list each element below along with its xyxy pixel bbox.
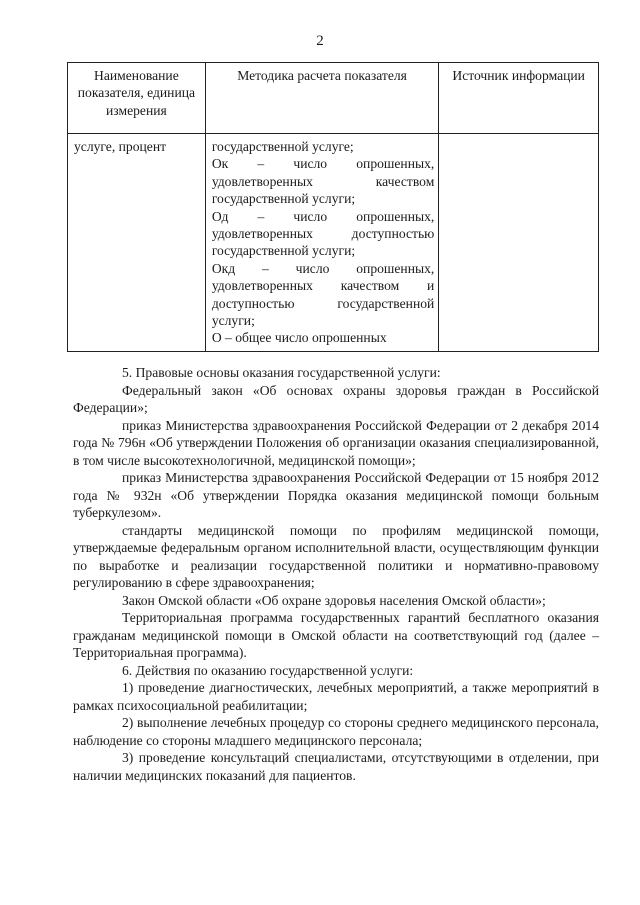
header-information-source: Источник информации bbox=[439, 63, 599, 134]
method-line: удовлетворенных качеством bbox=[211, 173, 435, 189]
page-number: 2 bbox=[316, 33, 324, 49]
cell-information-source bbox=[439, 134, 599, 352]
method-line: Од – число опрошенных, bbox=[211, 208, 435, 224]
paragraph: Территориальная программа государственных гарантий бесплатного оказания гражданам медицинской помощи в Омской области на соответствующий год (далее – Территориальная программа). bbox=[73, 610, 599, 660]
method-line: Ок – число опрошенных, bbox=[211, 156, 435, 172]
method-line: удовлетворенных доступностью bbox=[211, 226, 435, 242]
method-line: государственной услуге; bbox=[211, 139, 354, 154]
method-line: государственной услуги; bbox=[211, 191, 356, 207]
indicator-table bbox=[67, 62, 599, 352]
cell-indicator: услуге, процент bbox=[68, 134, 206, 352]
list-item: 2) выполнение лечебных процедур со стороны среднего медицинского персонала, наблюдение со стороны младшего медицинского персонала; bbox=[73, 715, 599, 748]
document-body bbox=[73, 364, 599, 784]
paragraph: приказ Министерства здравоохранения Российской Федерации от 15 ноября 2012 года № 932н «Об утверждении Порядка оказания медицинской помощи больным туберкулезом». bbox=[73, 470, 599, 520]
list-item: 3) проведение консультаций специалистами, отсутствующими в отделении, при наличии медицинских показаний для пациентов. bbox=[73, 750, 599, 783]
method-line: доступностью государственной bbox=[211, 295, 435, 311]
method-line: О – общее число опрошенных bbox=[211, 330, 387, 346]
table-row bbox=[68, 134, 599, 352]
table-header-row bbox=[68, 63, 599, 134]
method-line: удовлетворенных качеством и bbox=[211, 278, 435, 294]
paragraph: стандарты медицинской помощи по профилям медицинской помощи, утверждаемые федеральным органом исполнительной власти, осуществляющим функции по выработке и реализации государственной политики и нормативно-правовому регулированию в сфере здравоохранения; bbox=[73, 522, 599, 590]
section-heading: 6. Действия по оказанию государственной услуги: bbox=[122, 662, 414, 678]
method-line: Окд – число опрошенных, bbox=[211, 260, 435, 276]
method-line: государственной услуги; bbox=[211, 243, 356, 259]
cell-calculation-method bbox=[205, 134, 439, 352]
header-calculation-method: Методика расчета показателя bbox=[205, 63, 439, 134]
section-heading: 5. Правовые основы оказания государственной услуги: bbox=[122, 365, 441, 380]
paragraph: приказ Министерства здравоохранения Российской Федерации от 2 декабря 2014 года № 796н «Об утверждении Положения об организации оказания специализированной, в том числе высокотехнологичной, медицинской помощи»; bbox=[73, 417, 599, 468]
paragraph: Федеральный закон «Об основах охраны здоровья граждан в Российской Федерации»; bbox=[73, 382, 599, 415]
header-indicator-name: Наименование показателя, единица измерения bbox=[68, 63, 206, 134]
paragraph: Закон Омской области «Об охране здоровья населения Омской области»; bbox=[122, 592, 546, 608]
list-item: 1) проведение диагностических, лечебных мероприятий, а также мероприятий в рамках психосоциальной реабилитации; bbox=[73, 680, 599, 713]
method-line: услуги; bbox=[211, 313, 255, 329]
